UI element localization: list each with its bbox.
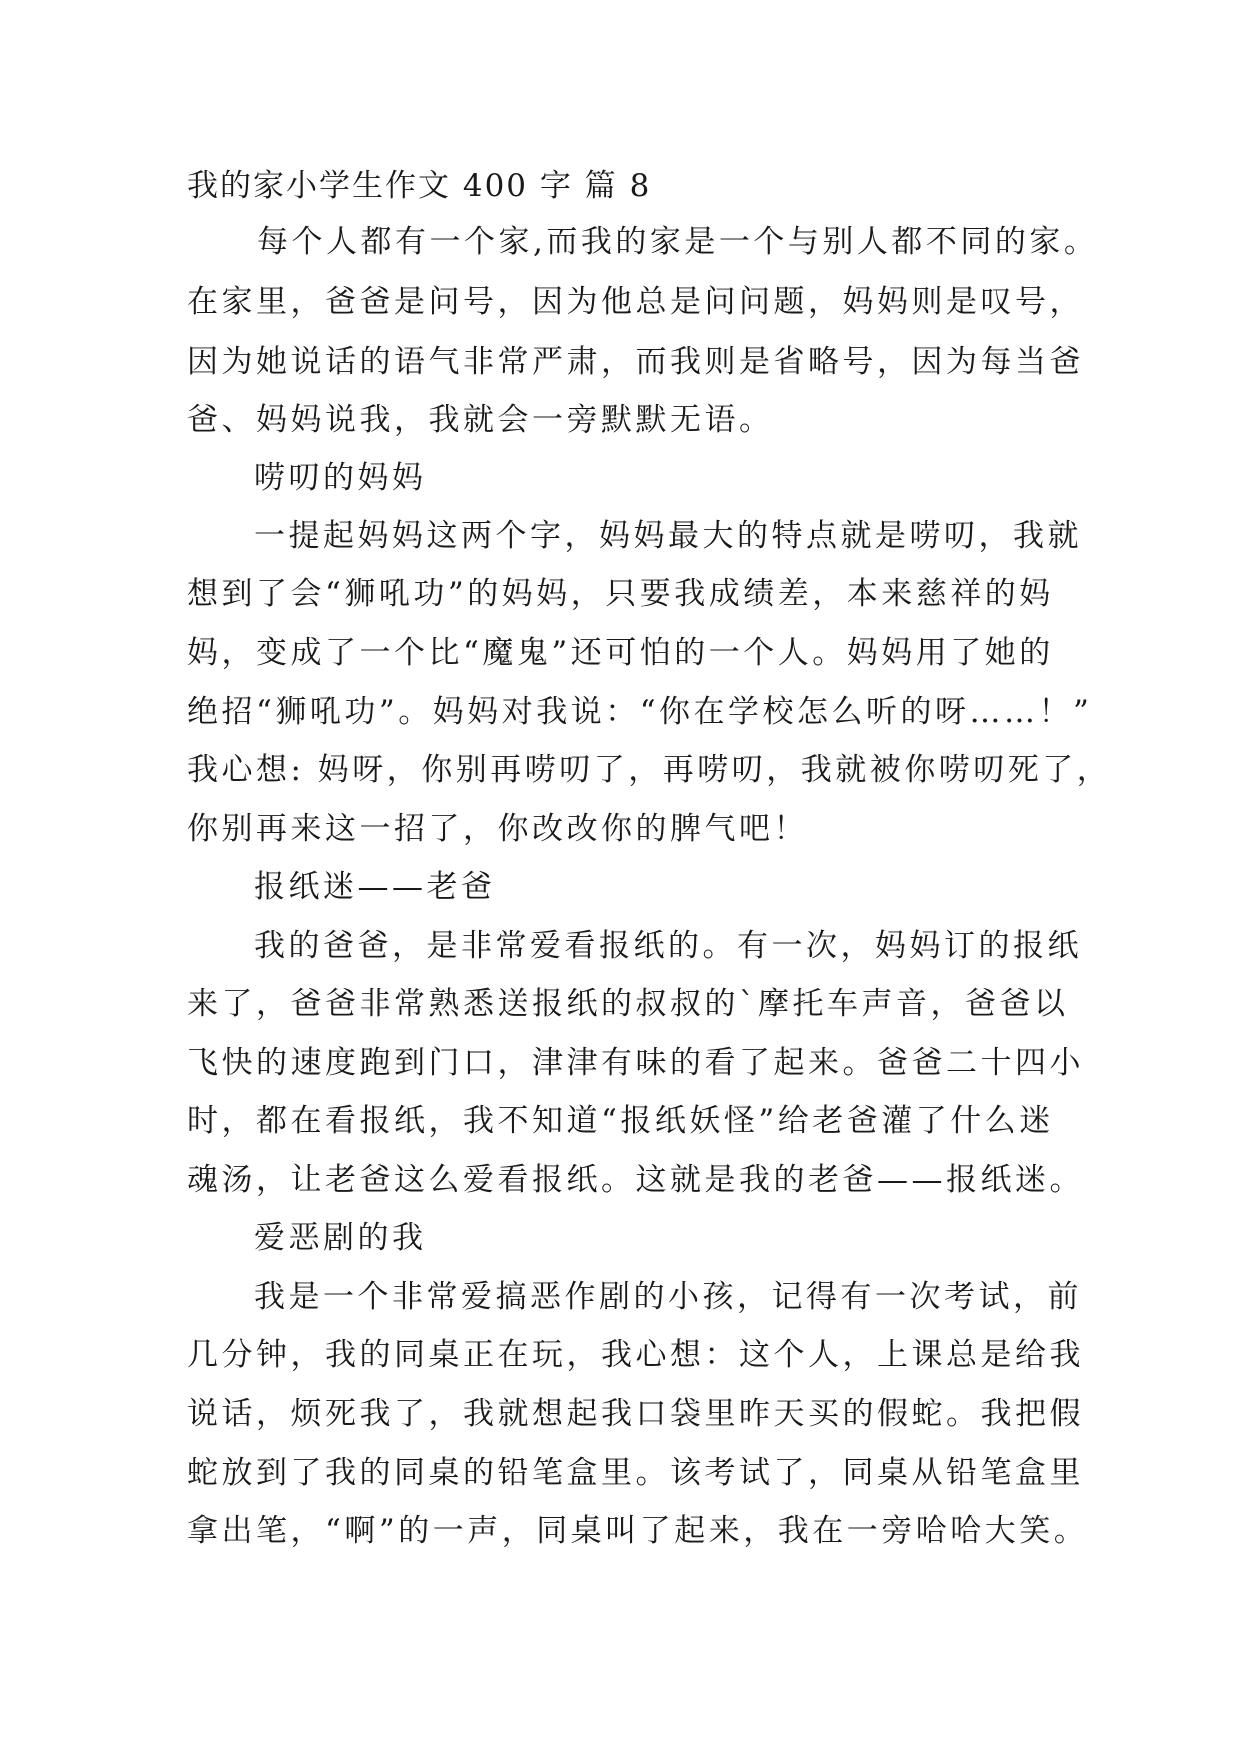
- paragraph-line: 想到了会“狮吼功”的妈妈，只要我成绩差，本来慈祥的妈: [187, 576, 1054, 612]
- section-heading: 报纸迷——老爸: [254, 869, 496, 905]
- paragraph-line: 魂汤，让老爸这么爱看报纸。这就是我的老爸——报纸迷。: [187, 1162, 1084, 1198]
- paragraph-line: 在家里，爸爸是问号，因为他总是问问题，妈妈则是叹号，: [187, 284, 1084, 320]
- paragraph-line: 拿出笔，“啊”的一声，同桌叫了起来，我在一旁哈哈大笑。: [187, 1513, 1089, 1549]
- paragraph-line: 因为她说话的语气非常严肃，而我则是省略号，因为每当爸: [187, 344, 1084, 380]
- paragraph-line: 我是一个非常爱搞恶作剧的小孩，记得有一次考试，前: [254, 1279, 1082, 1315]
- section-heading: 爱恶剧的我: [254, 1220, 427, 1256]
- paragraph-line: 绝招“狮吼功”。妈妈对我说：“你在学校怎么听的呀……！”: [187, 694, 1093, 730]
- paragraph-line: 飞快的速度跑到门口，津津有味的看了起来。爸爸二十四小: [187, 1045, 1084, 1081]
- paragraph-line: 你别再来这一招了，你改改你的脾气吧！: [187, 811, 808, 847]
- paragraph-line: 说话，烦死我了，我就想起我口袋里昨天买的假蛇。我把假: [187, 1396, 1084, 1432]
- section-heading: 唠叨的妈妈: [254, 460, 427, 496]
- paragraph-line: 每个人都有一个家,而我的家是一个与别人都不同的家。: [257, 224, 1099, 260]
- paragraph-line: 一提起妈妈这两个字，妈妈最大的特点就是唠叨，我就: [254, 518, 1082, 554]
- paragraph-line: 蛇放到了我的同桌的铅笔盒里。该考试了，同桌从铅笔盒里: [187, 1455, 1084, 1491]
- paragraph-line: 我的爸爸，是非常爱看报纸的。有一次，妈妈订的报纸: [254, 928, 1082, 964]
- essay-title: 我的家小学生作文 400 字 篇 8: [187, 168, 652, 204]
- paragraph-line: 妈，变成了一个比“魔鬼”还可怕的一个人。妈妈用了她的: [187, 635, 1054, 671]
- paragraph-line: 时，都在看报纸，我不知道“报纸妖怪”给老爸灌了什么迷: [187, 1103, 1054, 1139]
- paragraph-line: 几分钟，我的同桌正在玩，我心想：这个人，上课总是给我: [187, 1337, 1084, 1373]
- paragraph-line: 爸、妈妈说我，我就会一旁默默无语。: [187, 402, 774, 438]
- paragraph-line: 我心想: 妈呀，你别再唠叨了，再唠叨，我就被你唠叨死了，: [187, 752, 1112, 788]
- paragraph-line: 来了，爸爸非常熟悉送报纸的叔叔的`摩托车声音，爸爸以: [187, 986, 1069, 1022]
